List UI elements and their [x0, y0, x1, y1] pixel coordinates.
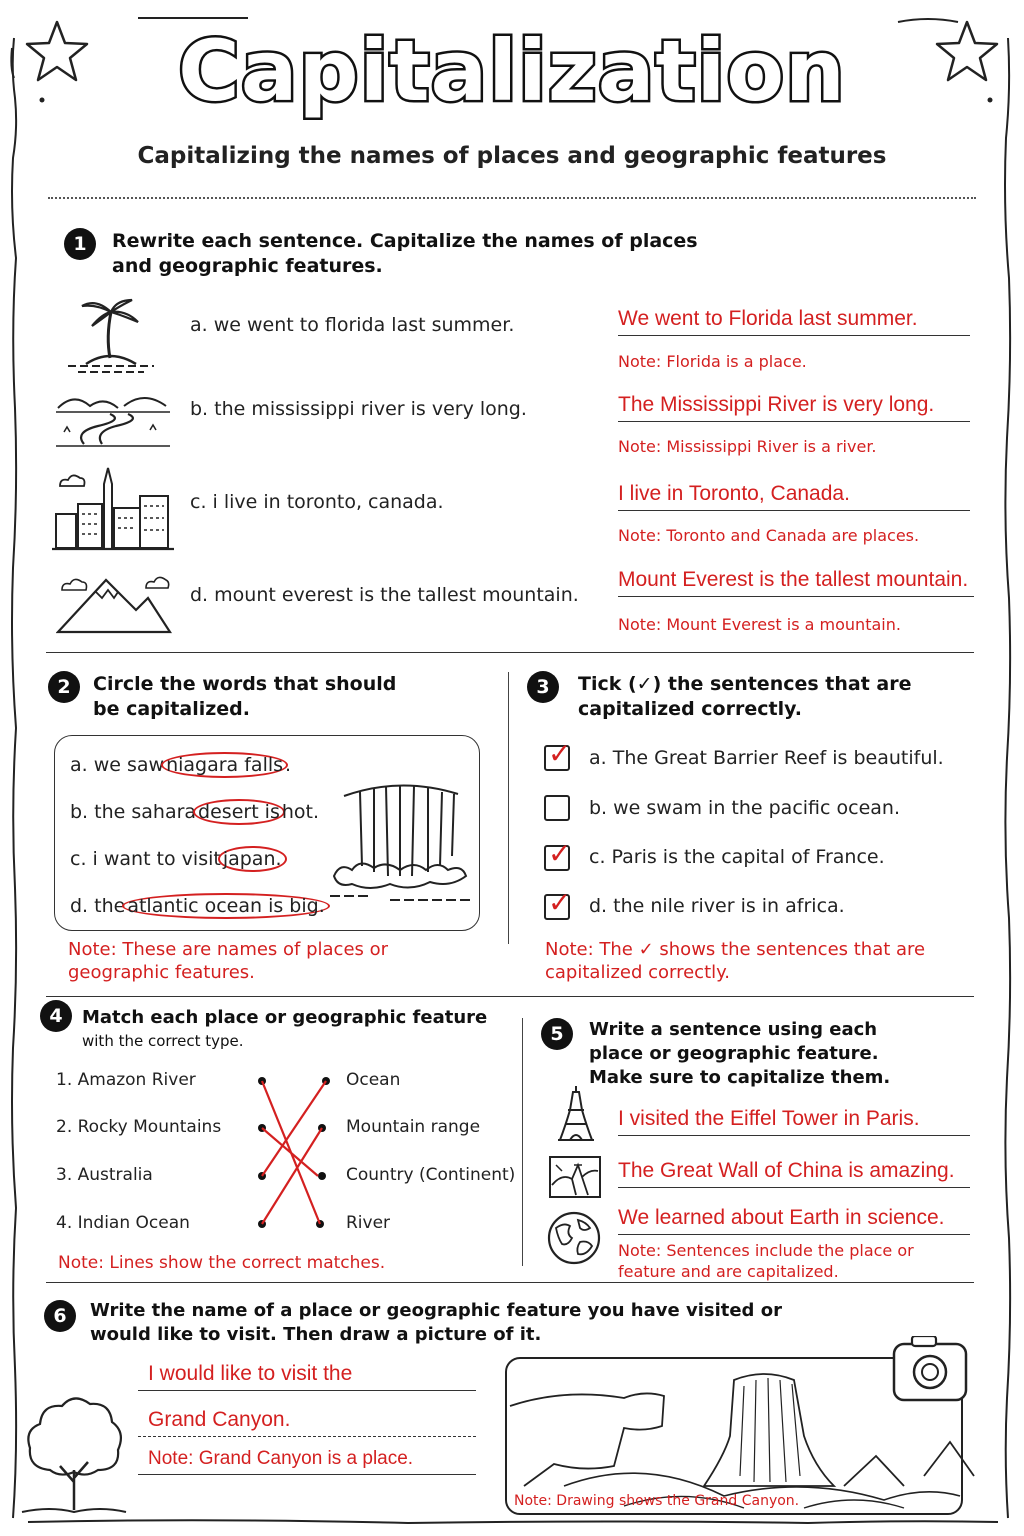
- section-note: Note: Lines show the correct matches.: [58, 1253, 386, 1273]
- answer-line[interactable]: Grand Canyon.: [138, 1408, 476, 1437]
- section-instruction: Write the name of a place or geographic feature you have visited or: [90, 1300, 782, 1321]
- waterfall-icon: [330, 776, 470, 916]
- mountain-icon: [56, 570, 172, 634]
- answer-line[interactable]: The Great Wall of China is amazing.: [618, 1159, 970, 1188]
- answer-note: Note: Florida is a place.: [618, 352, 807, 371]
- grand-canyon-drawing: [504, 1336, 1004, 1516]
- tick-sentence: d. the nile river is in africa.: [589, 895, 845, 917]
- answer-line[interactable]: Mount Everest is the tallest mountain.: [618, 568, 974, 597]
- answer-line[interactable]: I live in Toronto, Canada.: [618, 482, 970, 511]
- palm-tree-island-icon: [66, 292, 156, 377]
- section-number: 2: [48, 671, 80, 703]
- circle-item: c. i want to visit japan.: [70, 846, 284, 872]
- section-instruction: Rewrite each sentence. Capitalize the names of places and geographic features.: [112, 230, 698, 277]
- page-subtitle: Capitalizing the names of places and geographic features: [137, 143, 887, 169]
- answer-line[interactable]: I visited the Eiffel Tower in Paris.: [618, 1107, 970, 1136]
- checkmark-icon: ✓: [548, 886, 572, 919]
- answer-note: Note: Mount Everest is a mountain.: [618, 615, 901, 634]
- answer-note: Note: Grand Canyon is a place.: [138, 1448, 476, 1475]
- tick-sentence: b. we swam in the pacific ocean.: [589, 797, 900, 819]
- circle-item: b. the sahara desert is hot.: [70, 801, 320, 823]
- column-divider: [508, 672, 509, 944]
- match-right-item: Country (Continent): [346, 1165, 516, 1185]
- answer-note: Note: Toronto and Canada are places.: [618, 526, 920, 545]
- tick-sentence: a. The Great Barrier Reef is beautiful.: [589, 747, 944, 769]
- section-instruction: Circle the words that should: [93, 673, 397, 695]
- checkbox[interactable]: [544, 737, 572, 771]
- match-left-item: 1. Amazon River: [56, 1070, 196, 1090]
- circled-word[interactable]: desert is: [193, 799, 285, 825]
- answer-line[interactable]: We went to Florida last summer.: [618, 307, 970, 336]
- section-number: 6: [44, 1300, 76, 1332]
- match-right-item: River: [346, 1213, 391, 1233]
- divider: [48, 197, 976, 199]
- checkbox[interactable]: [544, 886, 572, 920]
- column-divider: [522, 1018, 523, 1266]
- section-note: feature and are capitalized.: [618, 1262, 839, 1281]
- circle-item: d. the atlantic ocean is big.: [70, 893, 327, 919]
- tree-icon: [20, 1390, 128, 1520]
- match-right-item: Ocean: [346, 1070, 401, 1090]
- section-instruction: Write a sentence using each: [589, 1019, 878, 1040]
- checkmark-icon: ✓: [548, 837, 572, 870]
- circle-item: a. we saw niagara falls .: [70, 754, 292, 776]
- answer-line[interactable]: I would like to visit the: [138, 1362, 476, 1391]
- section-instruction: Make sure to capitalize them.: [589, 1067, 891, 1088]
- tick-sentence: c. Paris is the capital of France.: [589, 846, 885, 868]
- answer-note: Note: Mississippi River is a river.: [618, 437, 877, 456]
- question-prompt: b. the mississippi river is very long.: [190, 398, 527, 420]
- circled-word[interactable]: japan.: [218, 846, 287, 872]
- match-right-item: Mountain range: [346, 1117, 481, 1137]
- checkbox[interactable]: [544, 837, 572, 871]
- section-note: Note: These are names of places or: [68, 939, 389, 960]
- section-note: Note: The ✓ shows the sentences that are: [545, 939, 926, 960]
- great-wall-icon: [548, 1155, 602, 1199]
- answer-line[interactable]: The Mississippi River is very long.: [618, 393, 970, 422]
- section-instruction: with the correct type.: [82, 1032, 244, 1050]
- section-instruction: place or geographic feature.: [589, 1043, 879, 1064]
- section-instruction: Match each place or geographic feature: [82, 1007, 488, 1028]
- city-skyline-icon: [52, 464, 174, 552]
- drawing-note: Note: Drawing shows the Grand Canyon.: [514, 1493, 800, 1509]
- globe-icon: [546, 1210, 602, 1266]
- eiffel-tower-icon: [556, 1084, 596, 1142]
- match-lines: [250, 1070, 340, 1240]
- match-left-item: 4. Indian Ocean: [56, 1213, 190, 1233]
- section-instruction: would like to visit. Then draw a picture of it.: [90, 1324, 542, 1345]
- circled-word[interactable]: atlantic ocean is big.: [122, 893, 329, 919]
- question-prompt: d. mount everest is the tallest mountain.: [190, 584, 579, 606]
- section-note: geographic features.: [68, 962, 255, 983]
- section-divider: [46, 652, 974, 653]
- section-instruction: be capitalized.: [93, 698, 250, 720]
- section-note: capitalized correctly.: [545, 962, 730, 983]
- question-prompt: a. we went to florida last summer.: [190, 314, 515, 336]
- section-instruction: Tick (✓) the sentences that are: [578, 673, 912, 695]
- river-icon: [54, 388, 172, 450]
- checkmark-icon: ✓: [548, 737, 572, 770]
- section-instruction: capitalized correctly.: [578, 698, 802, 720]
- section-divider: [46, 1282, 974, 1283]
- answer-line[interactable]: We learned about Earth in science.: [618, 1206, 970, 1235]
- page-title: Capitalization: [178, 22, 846, 120]
- section-divider: [46, 996, 974, 997]
- section-number: 5: [541, 1018, 573, 1050]
- circled-word[interactable]: niagara falls: [161, 752, 288, 778]
- section-note: Note: Sentences include the place or: [618, 1241, 914, 1260]
- match-left-item: 2. Rocky Mountains: [56, 1117, 222, 1137]
- question-prompt: c. i live in toronto, canada.: [190, 491, 444, 513]
- section-number: 1: [64, 228, 96, 260]
- match-left-item: 3. Australia: [56, 1165, 153, 1185]
- section-number: 3: [527, 671, 559, 703]
- section-number: 4: [40, 1000, 72, 1032]
- checkbox[interactable]: [544, 795, 570, 821]
